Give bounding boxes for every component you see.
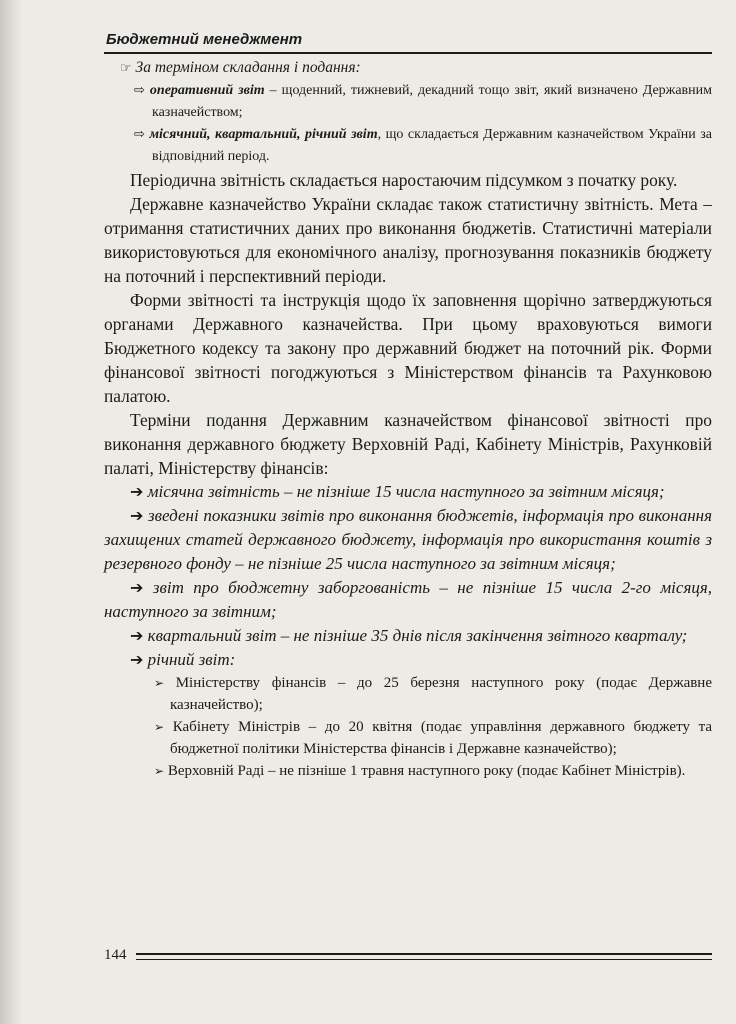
triangle-bullet-icon: ➢ xyxy=(154,764,165,778)
paragraph: Терміни подання Державним казначейством фінансової звітності про виконання державного бюджету Верховній Раді, Кабінету Міністрів, Рахунковій палаті, Міністерству фінансів: xyxy=(104,410,712,478)
deadline-text: місячна звітність – не пізніше 15 числа наступного за звітним місяця; xyxy=(147,482,665,501)
deadline-item xyxy=(104,480,712,504)
deadline-item xyxy=(104,648,712,672)
triangle-bullet-icon: ➢ xyxy=(154,720,165,734)
header-rule xyxy=(104,52,712,54)
running-header: Бюджетний менеджмент xyxy=(106,31,303,48)
annual-report-item xyxy=(154,716,712,760)
bold-arrow-icon: ➔ xyxy=(130,626,144,645)
list-item-text: – щоденний, тижневий, декадний тощо звіт, який визначено Державним казначейством; xyxy=(152,83,713,120)
page-footer xyxy=(104,945,712,965)
bold-arrow-icon: ➔ xyxy=(130,578,144,597)
hollow-arrow-icon: ⇨ xyxy=(134,127,145,142)
footer-rule xyxy=(136,953,712,955)
deadline-item xyxy=(104,576,712,624)
section-heading-text: За терміном складання і подання: xyxy=(135,59,361,76)
hand-pointer-icon: ☞ xyxy=(120,61,132,76)
deadline-item xyxy=(104,624,712,648)
deadline-text: квартальний звіт – не пізніше 35 днів після закінчення звітного кварталу; xyxy=(147,626,688,645)
annual-report-item xyxy=(154,672,712,716)
deadline-text: звіт про бюджетну заборгованість – не пізніше 15 числа 2-го місяця, наступного за звітним; xyxy=(104,578,712,621)
footer-rule-thin xyxy=(136,959,712,960)
triangle-bullet-icon: ➢ xyxy=(154,676,165,690)
list-item-term: оперативний звіт xyxy=(149,83,265,98)
bold-arrow-icon: ➔ xyxy=(130,482,144,501)
bold-arrow-icon: ➔ xyxy=(130,650,144,669)
section-heading xyxy=(120,57,712,80)
annual-report-text: Міністерству фінансів – до 25 березня наступного року (подає Державне казначейство); xyxy=(170,675,712,713)
list-item xyxy=(134,124,712,168)
deadline-text: зведені показники звітів про виконання бюджетів, інформація про виконання захищених статей державного бюджету, інформація про використання коштів з резервного фонду – не пізніше 25 числа наступного за звітним місяця; xyxy=(104,506,713,573)
paragraph: Форми звітності та інструкція щодо їх заповнення щорічно затверджуються органами Державного казначейства. При цьому враховуються вимоги Бюджетного кодексу та закону про державний бюджет на поточний рік. Форми фінансової звітності погоджуються з Міністерством фінансів та Рахунковою палатою. xyxy=(104,290,712,406)
page-number: 144 xyxy=(104,947,127,963)
list-item-text: , що складається Державним казначейством України за відповідний період. xyxy=(152,127,712,164)
deadline-item xyxy=(104,504,712,576)
hollow-arrow-icon: ⇨ xyxy=(134,83,145,98)
list-item xyxy=(134,80,713,124)
annual-report-text: Кабінету Міністрів – до 20 квітня (подає управління державного бюджету та бюджетної політики Міністерства фінансів і Державне казначейство); xyxy=(170,719,712,757)
annual-report-text: Верховній Раді – не пізніше 1 травня наступного року (подає Кабінет Міністрів). xyxy=(167,763,686,779)
annual-report-item xyxy=(154,760,712,782)
paragraph: Періодична звітність складається наростаючим підсумком з початку року. xyxy=(130,170,678,190)
book-gutter-shadow xyxy=(0,0,22,1024)
bold-arrow-icon: ➔ xyxy=(130,506,144,525)
paragraph: Державне казначейство України складає також статистичну звітність. Мета – отримання статистичних даних про виконання бюджетів. Статистичні матеріали використовуються для економічного аналізу, прогнозування показників бюджету на поточний і перспективний періоди. xyxy=(104,194,712,286)
list-item-term: місячний, квартальний, річний звіт xyxy=(149,127,378,142)
page-content xyxy=(104,30,712,782)
deadline-text: річний звіт: xyxy=(147,650,236,669)
